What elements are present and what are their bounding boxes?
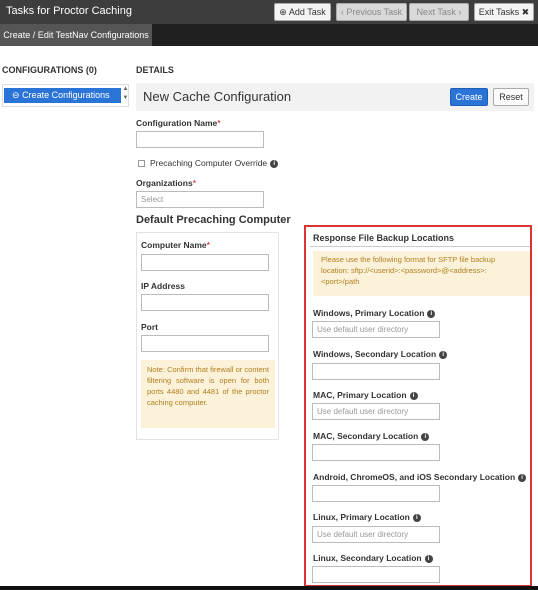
linux-primary-input[interactable]: Use default user directory xyxy=(312,526,440,543)
info-icon[interactable]: i xyxy=(439,351,447,359)
close-icon: ✖ xyxy=(521,7,530,17)
info-icon[interactable]: i xyxy=(413,514,421,522)
precaching-override-label: Precaching Computer Override i xyxy=(150,158,278,168)
plus-circle-icon: ⊕ xyxy=(279,7,287,17)
create-button[interactable]: Create xyxy=(450,88,488,106)
linux-secondary-label: Linux, Secondary Location i xyxy=(313,553,433,563)
info-icon[interactable]: i xyxy=(421,433,429,441)
organizations-label: Organizations* xyxy=(136,178,196,188)
port-input[interactable] xyxy=(141,335,269,352)
mobile-secondary-label: Android, ChromeOS, and iOS Secondary Location i xyxy=(313,472,526,482)
port-label: Port xyxy=(141,322,158,332)
details-title-bar xyxy=(136,83,534,111)
add-task-button[interactable] xyxy=(274,3,331,21)
details-heading: DETAILS xyxy=(136,65,174,75)
minus-circle-icon: ⊖ xyxy=(12,90,20,100)
info-icon[interactable]: i xyxy=(425,555,433,563)
linux-secondary-input[interactable] xyxy=(312,566,440,583)
next-task-label: Next Task xyxy=(416,7,456,17)
app-title: Tasks for Proctor Caching xyxy=(6,5,132,17)
mac-secondary-input[interactable] xyxy=(312,444,440,461)
windows-secondary-label: Windows, Secondary Location i xyxy=(313,349,447,359)
next-task-button[interactable] xyxy=(409,3,469,21)
add-task-label: Add Task xyxy=(288,7,326,17)
organizations-select[interactable]: Select xyxy=(136,191,264,208)
reset-button[interactable]: Reset xyxy=(493,88,529,106)
bottom-strip xyxy=(0,586,538,590)
exit-tasks-button[interactable] xyxy=(474,3,534,21)
windows-secondary-input[interactable] xyxy=(312,363,440,380)
info-icon[interactable]: i xyxy=(427,310,435,318)
mobile-secondary-input[interactable] xyxy=(312,485,440,502)
page-title: New Cache Configuration xyxy=(143,89,292,104)
response-backup-title: Response File Backup Locations xyxy=(313,233,455,243)
firewall-note: Note: Confirm that firewall or content filtering software is open for both ports 4480 and 4481 of the proctor caching computer. xyxy=(141,360,275,428)
ip-address-label: IP Address xyxy=(141,281,185,291)
sftp-format-note: Please use the following format for SFTP file backup location: sftp://<userid>:<password>@<address>:<port>/path xyxy=(313,251,530,296)
scroll-down-icon[interactable]: ▼ xyxy=(122,95,129,101)
default-precaching-title: Default Precaching Computer xyxy=(136,214,291,226)
previous-task-button[interactable] xyxy=(336,3,407,21)
mac-secondary-label: MAC, Secondary Location i xyxy=(313,431,429,441)
list-scrollbar[interactable] xyxy=(122,85,129,106)
sidebar-item-label: Create Configurations xyxy=(22,90,110,100)
sub-nav-bar xyxy=(0,24,538,46)
previous-task-label: Previous Task xyxy=(346,7,403,17)
ip-address-input[interactable] xyxy=(141,294,269,311)
info-icon[interactable]: i xyxy=(410,392,418,400)
configuration-name-label: Configuration Name* xyxy=(136,118,221,128)
chevron-left-icon: ‹ xyxy=(340,7,344,17)
windows-primary-input[interactable]: Use default user directory xyxy=(312,321,440,338)
tab-create-edit-configurations[interactable]: Create / Edit TestNav Configurations xyxy=(0,24,152,46)
sidebar-item-create-configurations[interactable] xyxy=(4,88,121,103)
computer-name-label: Computer Name* xyxy=(141,240,210,250)
chevron-right-icon: › xyxy=(458,7,462,17)
info-icon[interactable]: i xyxy=(518,474,526,482)
windows-primary-label: Windows, Primary Location i xyxy=(313,308,435,318)
configurations-list xyxy=(2,84,129,107)
exit-tasks-label: Exit Tasks xyxy=(478,7,520,17)
scroll-up-icon[interactable]: ▲ xyxy=(122,86,129,92)
configuration-name-input[interactable] xyxy=(136,131,264,148)
top-bar xyxy=(0,0,538,24)
precaching-override-checkbox[interactable] xyxy=(138,160,145,167)
mac-primary-input[interactable]: Use default user directory xyxy=(312,403,440,420)
linux-primary-label: Linux, Primary Location i xyxy=(313,512,421,522)
info-icon[interactable]: i xyxy=(270,160,278,168)
computer-name-input[interactable] xyxy=(141,254,269,271)
mac-primary-label: MAC, Primary Location i xyxy=(313,390,418,400)
divider xyxy=(310,246,530,247)
configurations-heading: CONFIGURATIONS (0) xyxy=(2,65,97,75)
